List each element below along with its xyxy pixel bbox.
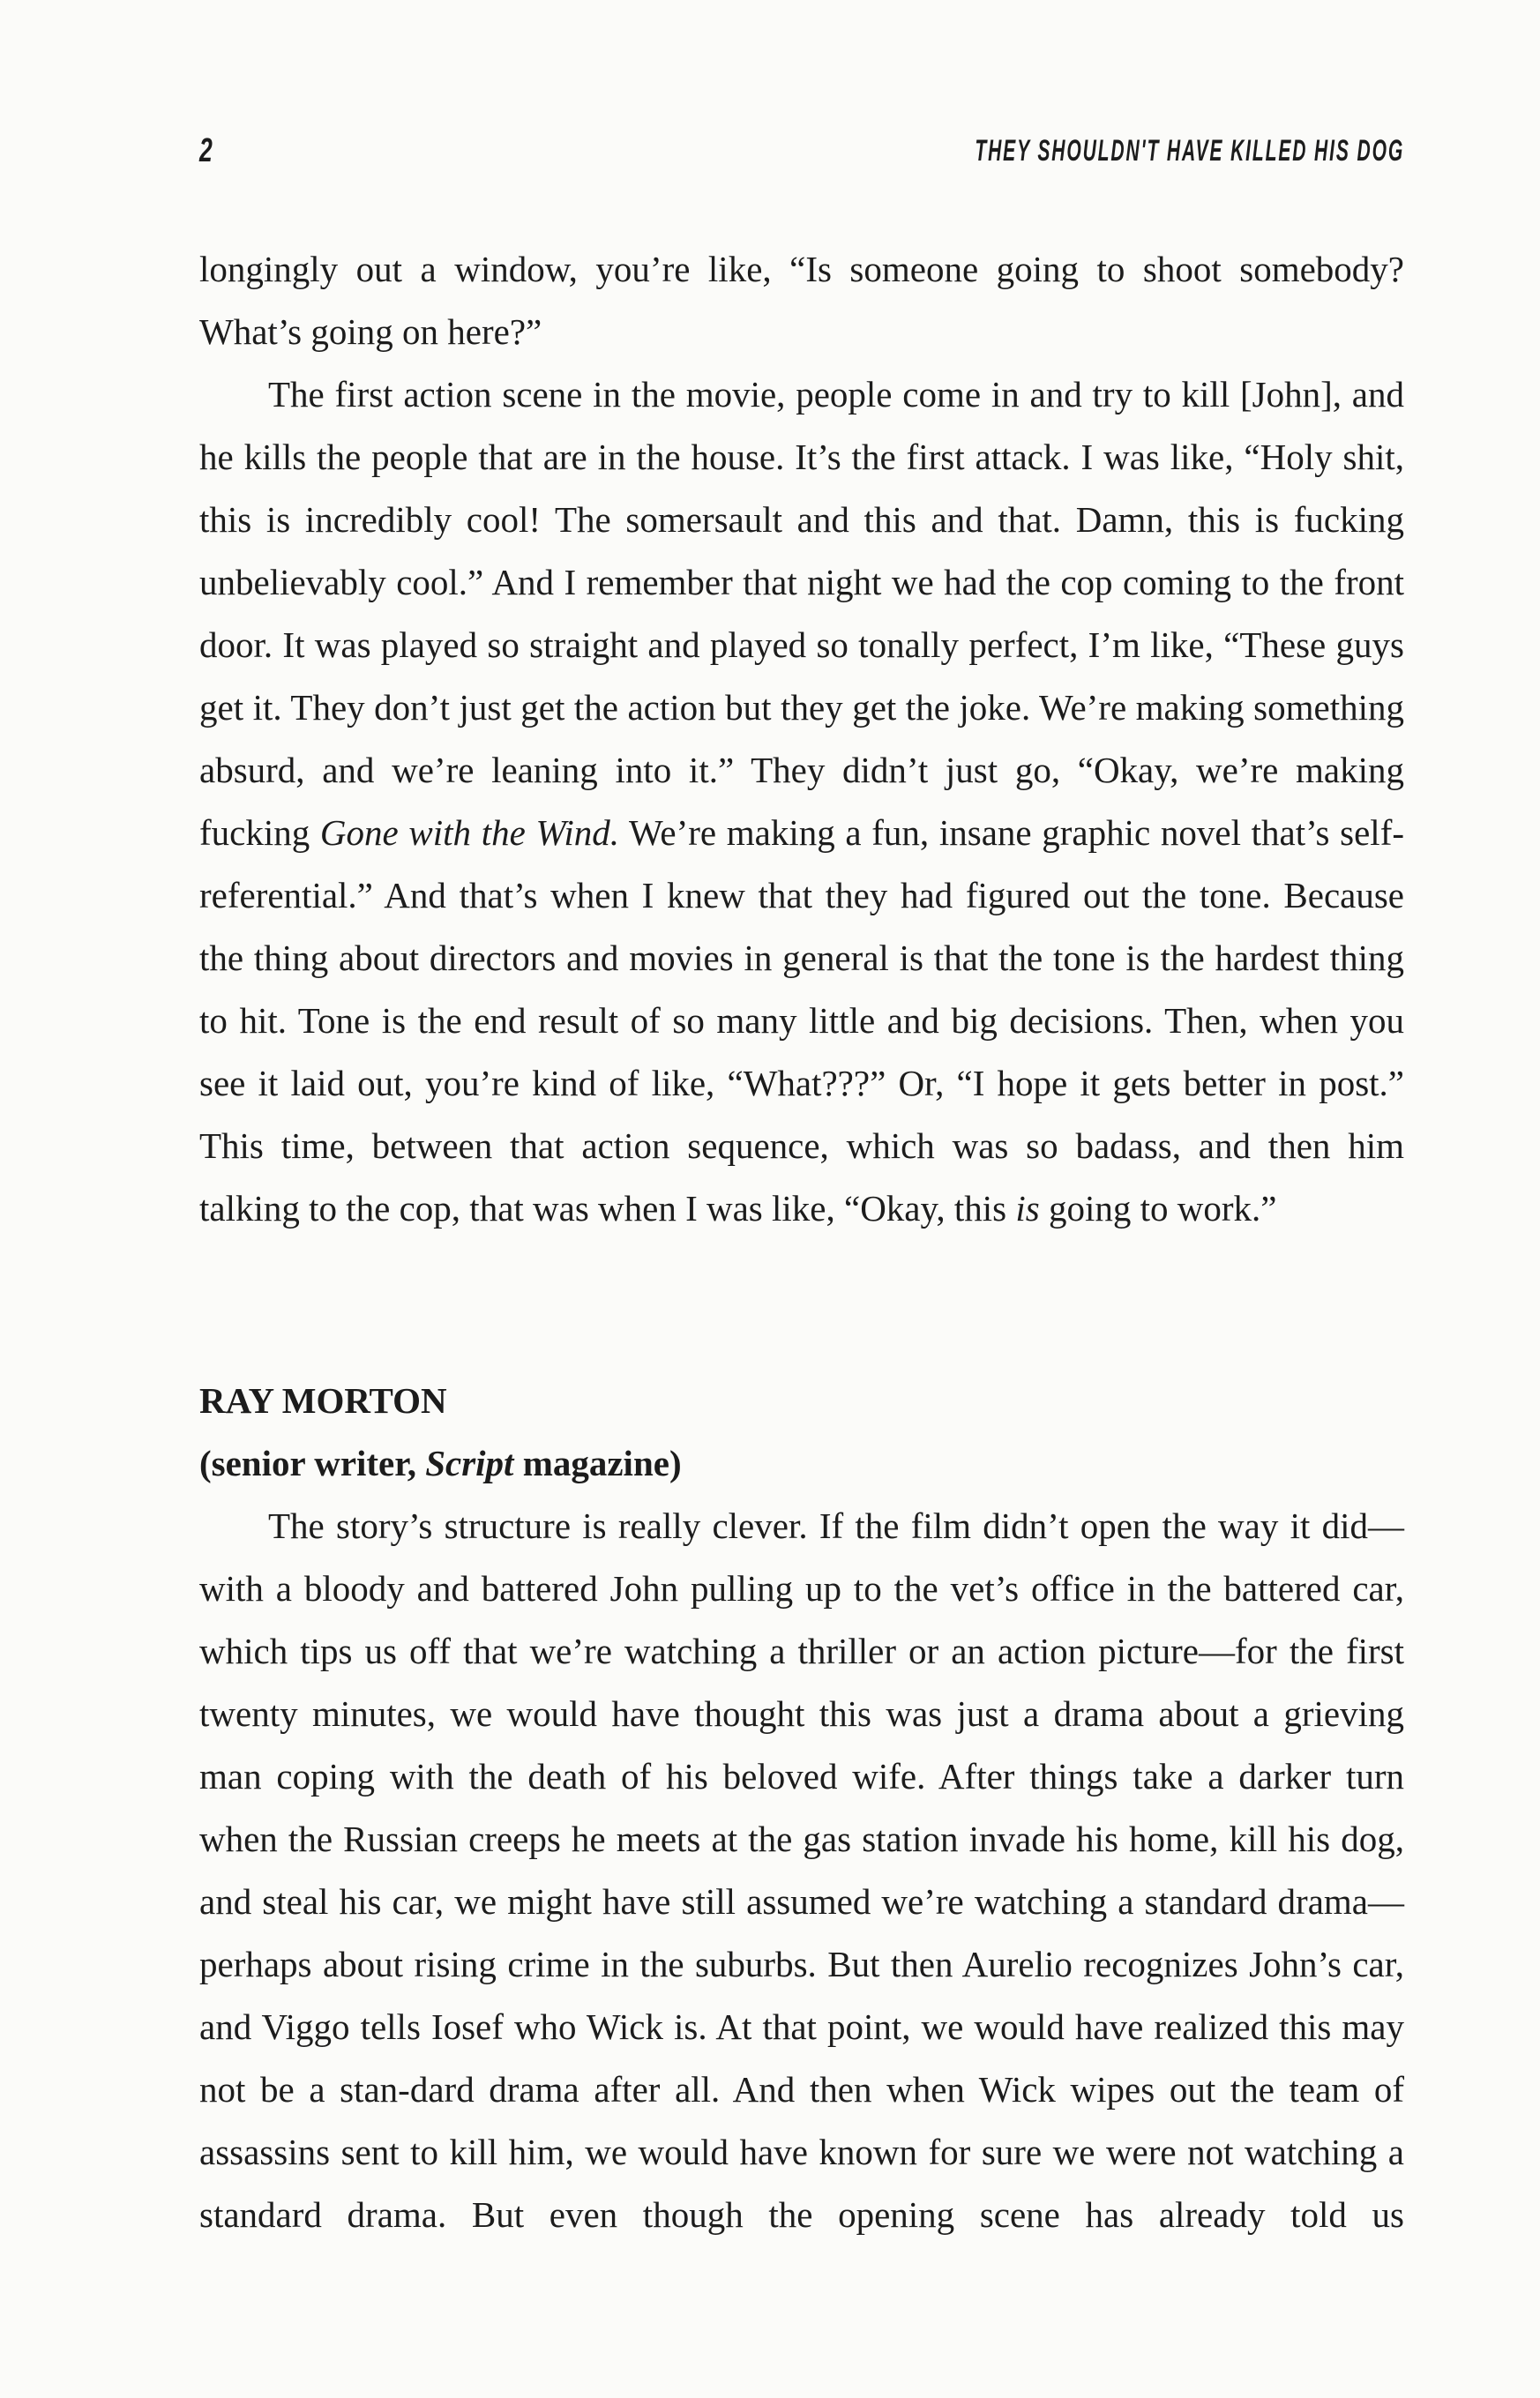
speaker-role bbox=[199, 1432, 1404, 1495]
paragraph-text: We’re making a fun, insane graphic novel that’s self-referential.” And that’s when I knew that they had figured out the tone. Because the thing about directors and movies in general is that the tone is the hardest thing to hit. Tone is the end result of so many little and big decisions. Then, when you see it laid out, you’re kind of like, “What???” Or, “I hope it gets better in post.” This time, between that action sequence, which was so badass, and then him talking to the cop, that was when I was like, “Okay, this bbox=[199, 812, 1405, 1229]
running-head bbox=[199, 132, 1404, 185]
speaker-role-text: magazine) bbox=[513, 1443, 682, 1483]
speaker-role-publication: Script bbox=[425, 1443, 514, 1483]
paragraph-continued bbox=[199, 238, 1404, 363]
speaker-name: RAY MORTON bbox=[199, 1380, 447, 1421]
body-text-section-2 bbox=[199, 1495, 1404, 2246]
paragraph-story-structure: The story’s structure is really clever. If the film didn’t open the way it did—with a bloody and battered John pulling up to the vet’s office in the battered car, which tips us off that we’re watching a thriller or an action picture—for the first twenty minutes, we would have thought this was just a drama about a grieving man coping with the death of his beloved wife. After things take a darker turn when the Russian creeps he meets at the gas station invade his home, kill his dog, and steal his car, we might have still assumed we’re watching a standard drama—perhaps about rising crime in the suburbs. But then Aurelio recognizes John’s car, and Viggo tells Iosef who Wick is. At that point, we would have realized this may not be a stan-dard drama after all. And then when Wick wipes out the team of assassins sent to kill him, we would have known for sure we were not watching a standard drama. But even though the opening scene has already told us bbox=[199, 1505, 1404, 2235]
italic-title: Gone with the Wind. bbox=[319, 812, 620, 853]
paragraph-action-scene bbox=[199, 363, 1404, 1240]
running-title: THEY SHOULDN'T HAVE KILLED HIS DOG bbox=[975, 134, 1404, 168]
paragraph-text: The first action scene in the movie, people come in and try to kill [John], and he kills the people that are in the house. It’s the first attack. I was like, “Holy shit, this is incredibly cool! The somersault and this and that. Damn, this is fucking unbelievably cool.” And I remember that night we had the cop coming to the front door. It was played so straight and played so tonally perfect, I’m like, “These guys get it. They don’t just get the action but they get the joke. We’re making something absurd, and we’re leaning into it.” They didn’t just go, “Okay, we’re making fucking bbox=[199, 374, 1404, 853]
speaker-role-text: (senior writer, bbox=[199, 1443, 426, 1483]
paragraph-text: longingly out a window, you’re like, “Is someone going to shoot somebody? What’s going on here?” bbox=[199, 249, 1404, 352]
italic-emphasis: is bbox=[1015, 1188, 1040, 1229]
page-number: 2 bbox=[199, 132, 213, 169]
paragraph-text: going to work.” bbox=[1039, 1188, 1277, 1229]
body-text-section-1 bbox=[199, 238, 1404, 1240]
